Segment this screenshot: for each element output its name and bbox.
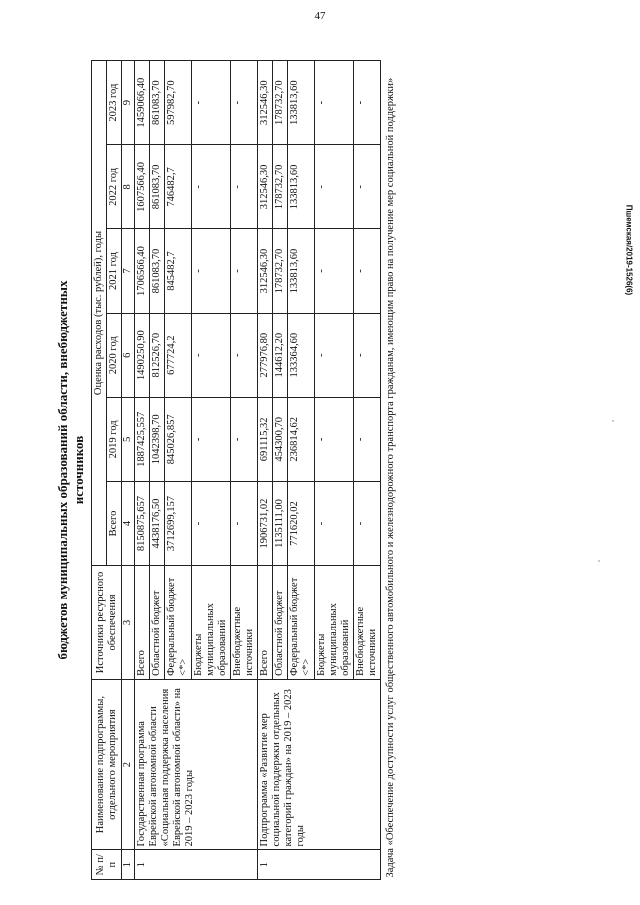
source-cell: Федеральный бюджет <*>	[165, 566, 192, 680]
table-row	[135, 61, 150, 880]
source-cell: Областной бюджет	[150, 566, 165, 680]
value-cell: -	[315, 61, 354, 145]
header-estimate: Оценка расходов (тыс. рублей), годы	[92, 61, 107, 566]
value-cell: 133364,60	[288, 313, 315, 397]
row-number: 1	[258, 850, 381, 880]
value-cell: 845026,857	[165, 397, 192, 481]
value-cell: -	[315, 481, 354, 565]
table-row	[258, 61, 273, 880]
value-cell: -	[315, 145, 354, 229]
header-name: Наименование подпрограммы, отдельного мероприятия	[92, 679, 122, 850]
index-cell: 8	[122, 145, 135, 229]
value-cell: 845482,7	[165, 229, 192, 313]
value-cell: 312546,30	[258, 229, 273, 313]
document-stamp	[622, 120, 636, 380]
resource-table	[91, 60, 400, 880]
value-cell: -	[354, 229, 381, 313]
value-cell: -	[231, 313, 258, 397]
source-cell: Всего	[135, 566, 150, 680]
value-cell: -	[315, 397, 354, 481]
heading-line-2: источников	[71, 435, 86, 505]
value-cell: -	[192, 481, 231, 565]
value-cell: 4438176,50	[150, 481, 165, 565]
task-row	[381, 61, 401, 880]
value-cell: 1490250,90	[135, 313, 150, 397]
value-cell: -	[231, 61, 258, 145]
value-cell: 277976,80	[258, 313, 273, 397]
program-name: Государственная программа Еврейской автономной области «Социальная поддержка населения Еврейской автономной области» на 2019 – 2023 годы	[135, 679, 258, 850]
header-num: № п/п	[92, 850, 122, 880]
value-cell: 178732,70	[273, 145, 288, 229]
value-cell: -	[192, 145, 231, 229]
value-cell: 312546,30	[258, 61, 273, 145]
scan-speck	[612, 420, 614, 422]
rotated-table-block	[55, 60, 585, 880]
value-cell: -	[192, 397, 231, 481]
index-cell: 3	[122, 566, 135, 680]
value-cell: 1135111,00	[273, 481, 288, 565]
stamp-text: Пшемская/2019-1526(6)	[624, 204, 634, 296]
value-cell: 1887425,557	[135, 397, 150, 481]
value-cell: 861083,70	[150, 145, 165, 229]
value-cell: 677724,2	[165, 313, 192, 397]
source-cell: Всего	[258, 566, 273, 680]
value-cell: 861083,70	[150, 229, 165, 313]
value-cell: -	[315, 313, 354, 397]
value-cell: 1906731,02	[258, 481, 273, 565]
value-cell: -	[354, 313, 381, 397]
value-cell: 236814,62	[288, 397, 315, 481]
value-cell: -	[231, 397, 258, 481]
value-cell: 312546,30	[258, 145, 273, 229]
value-cell: -	[354, 397, 381, 481]
source-cell: Внебюджетные источники	[231, 566, 258, 680]
header-total: Всего	[107, 481, 122, 565]
index-cell: 6	[122, 313, 135, 397]
index-cell: 4	[122, 481, 135, 565]
index-cell: 5	[122, 397, 135, 481]
header-year: 2021 год	[107, 229, 122, 313]
value-cell: -	[354, 145, 381, 229]
value-cell: -	[231, 145, 258, 229]
page-number: 47	[314, 10, 326, 22]
value-cell: 144612,20	[273, 313, 288, 397]
value-cell: 8150875,657	[135, 481, 150, 565]
table-body	[135, 61, 381, 880]
value-cell: -	[354, 481, 381, 565]
task-text: Задача «Обеспечение доступности услуг общественного автомобильного и железнодорожного транспорта гражданам, имеющим право на получение мер социальной поддержки»	[381, 61, 401, 880]
index-cell: 1	[122, 850, 135, 880]
index-row	[122, 61, 135, 880]
index-cell: 9	[122, 61, 135, 145]
index-cell: 7	[122, 229, 135, 313]
value-cell: 691115,32	[258, 397, 273, 481]
value-cell: 771620,02	[288, 481, 315, 565]
value-cell: -	[192, 61, 231, 145]
value-cell: 133813,60	[288, 61, 315, 145]
value-cell: -	[192, 229, 231, 313]
source-cell: Внебюджетные источники	[354, 566, 381, 680]
header-year: 2019 год	[107, 397, 122, 481]
value-cell: 1459066,40	[135, 61, 150, 145]
value-cell: 1042398,70	[150, 397, 165, 481]
value-cell: 133813,60	[288, 145, 315, 229]
row-number: 1	[135, 850, 258, 880]
heading-line-1: бюджетов муниципальных образований области, внебюджетных	[55, 280, 70, 660]
value-cell: -	[231, 481, 258, 565]
header-year: 2022 год	[107, 145, 122, 229]
value-cell: -	[354, 61, 381, 145]
value-cell: 746482,7	[165, 145, 192, 229]
value-cell: -	[231, 229, 258, 313]
index-cell: 2	[122, 679, 135, 850]
source-cell: Федеральный бюджет <*>	[288, 566, 315, 680]
value-cell: 1706566,40	[135, 229, 150, 313]
heading	[55, 60, 87, 880]
program-name: Подпрограмма «Развитие мер социальной поддержки отдельных категорий граждан» на 2019 – 2023 годы	[258, 679, 381, 850]
value-cell: -	[192, 313, 231, 397]
value-cell: 178732,70	[273, 229, 288, 313]
source-cell: Бюджеты муниципальных образований	[192, 566, 231, 680]
value-cell: 178732,70	[273, 61, 288, 145]
scan-speck	[598, 560, 600, 562]
header-year: 2020 год	[107, 313, 122, 397]
value-cell: 133813,60	[288, 229, 315, 313]
header-year: 2023 год	[107, 61, 122, 145]
value-cell: -	[315, 229, 354, 313]
source-cell: Областной бюджет	[273, 566, 288, 680]
value-cell: 1607566,40	[135, 145, 150, 229]
header-source: Источники ресурсного обеспечения	[92, 566, 122, 680]
value-cell: 812526,70	[150, 313, 165, 397]
value-cell: 597982,70	[165, 61, 192, 145]
source-cell: Бюджеты муниципальных образований	[315, 566, 354, 680]
value-cell: 861083,70	[150, 61, 165, 145]
value-cell: 454300,70	[273, 397, 288, 481]
value-cell: 3712699,157	[165, 481, 192, 565]
